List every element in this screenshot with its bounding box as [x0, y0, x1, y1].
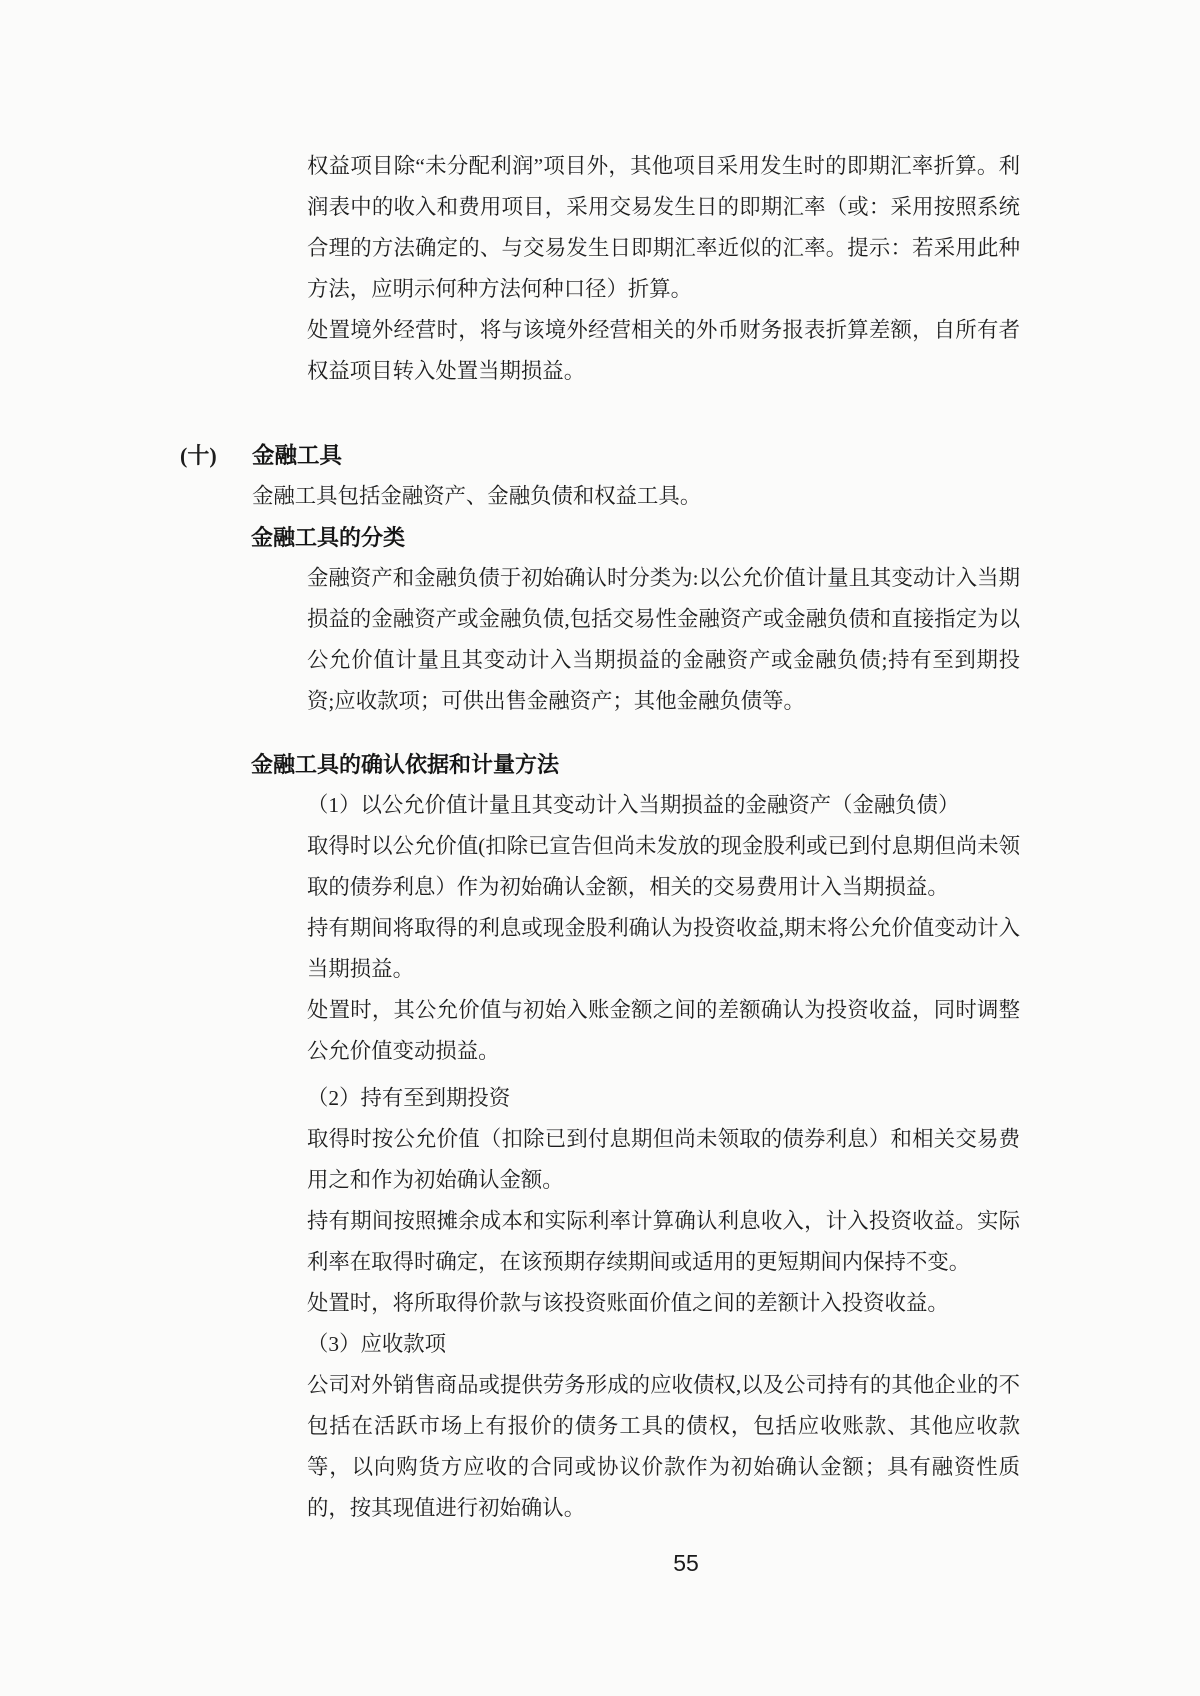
item3-paragraph-receivables: 公司对外销售商品或提供劳务形成的应收债权,以及公司持有的其他企业的不包括在活跃市场上有报价的债务工具的债权，包括应收账款、其他应收款等，以向购货方应收的合同或协议价款作为初始确认金额；具有融资性质的，按其现值进行初始确认。	[307, 1373, 1020, 1520]
page-number: 55	[673, 1550, 699, 1576]
section-heading-financial-instruments	[180, 435, 1200, 476]
item2-title: （2）持有至到期投资	[307, 1086, 511, 1110]
section-intro: 金融工具包括金融资产、金融负债和权益工具。	[252, 484, 702, 508]
item2-paragraph-holding-period: 持有期间按照摊余成本和实际利率计算确认利息收入，计入投资收益。实际利率在取得时确定，在该预期存续期间或适用的更短期间内保持不变。	[307, 1209, 1020, 1274]
item1-paragraph-disposal: 处置时，其公允价值与初始入账金额之间的差额确认为投资收益，同时调整公允价值变动损益。	[307, 998, 1020, 1063]
classification-paragraph: 金融资产和金融负债于初始确认时分类为:以公允价值计量且其变动计入当期损益的金融资产或金融负债,包括交易性金融资产或金融负债和直接指定为以公允价值计量且其变动计入当期损益的金融资产或金融负债;持有至到期投资;应收款项；可供出售金融资产；其他金融负债等。	[307, 566, 1020, 713]
paragraph-fx-disposal: 处置境外经营时，将与该境外经营相关的外币财务报表折算差额，自所有者权益项目转入处置当期损益。	[307, 318, 1020, 383]
section-number: (十)	[180, 443, 217, 468]
item3-title: （3）应收款项	[307, 1332, 447, 1356]
page-content	[0, 146, 1200, 1529]
item2-paragraph-initial-recognition: 取得时按公允价值（扣除已到付息期但尚未领取的债券利息）和相关交易费用之和作为初始确认金额。	[307, 1127, 1020, 1192]
section-title: 金融工具	[252, 443, 343, 468]
item2-paragraph-disposal: 处置时，将所取得价款与该投资账面价值之间的差额计入投资收益。	[307, 1291, 949, 1315]
paragraph-fx-translation: 权益项目除“未分配利润”项目外，其他项目采用发生时的即期汇率折算。利润表中的收入和费用项目，采用交易发生日的即期汇率（或：采用按照系统合理的方法确定的、与交易发生日即期汇率近似的汇率。提示：若采用此种方法，应明示何种方法何种口径）折算。	[307, 154, 1020, 301]
item1-title: （1）以公允价值计量且其变动计入当期损益的金融资产（金融负债）	[307, 793, 960, 817]
item1-paragraph-holding-period: 持有期间将取得的利息或现金股利确认为投资收益,期末将公允价值变动计入当期损益。	[307, 916, 1020, 981]
item1-paragraph-initial-recognition: 取得时以公允价值(扣除已宣告但尚未发放的现金股利或已到付息期但尚未领取的债券利息）作为初始确认金额，相关的交易费用计入当期损益。	[307, 834, 1021, 899]
recognition-heading: 金融工具的确认依据和计量方法	[251, 752, 560, 777]
classification-heading: 金融工具的分类	[251, 525, 406, 550]
